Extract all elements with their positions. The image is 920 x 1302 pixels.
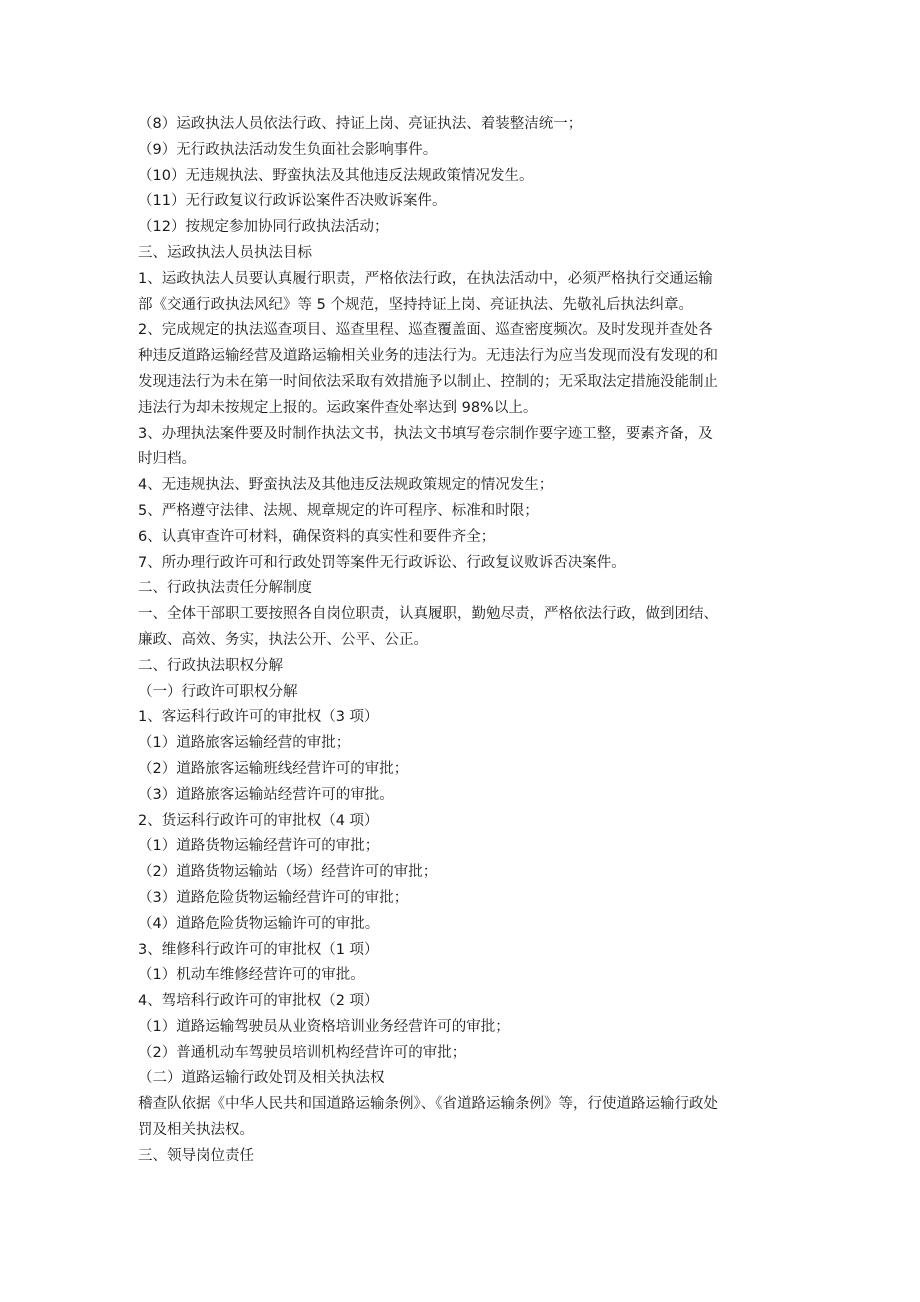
passenger-item-1: （1）道路旅客运输经营的审批； (138, 735, 351, 752)
passenger-item-3: （3）道路旅客运输站经营许可的审批。 (138, 786, 394, 803)
training-item-2: （2）普通机动车驾驶员培训机构经营许可的审批； (138, 1044, 467, 1061)
freight-item-3: （3）道路危险货物运输经营许可的审批； (138, 889, 409, 906)
passenger-item-2: （2）道路旅客运输班线经营许可的审批； (138, 760, 409, 777)
freight-item-1: （1）道路货物运输经营许可的审批； (138, 838, 380, 855)
training-dept-heading: 4、驾培科行政许可的审批权（2 项） (138, 993, 379, 1010)
goal-6: 6、认真审查许可材料，确保资料的真实性和要件齐全； (138, 528, 496, 545)
goal-1-line-2: 部《交通行政执法风纪》等 5 个规范，坚持持证上岗、亮证执法、先敬礼后执法纠章。 (138, 296, 693, 313)
goal-3-line-1: 3、办理执法案件要及时制作执法文书，执法文书填写卷宗制作要字迹工整，要素齐备，及 (138, 425, 713, 442)
repair-dept-heading: 3、维修科行政许可的审批权（1 项） (138, 941, 379, 958)
item-11: （11）无行政复议行政诉讼案件否决败诉案件。 (138, 193, 447, 210)
section-heading-leadership-duties: 三、领导岗位责任 (138, 1147, 254, 1164)
item-10: （10）无违规执法、野蛮执法及其他违反法规政策情况发生。 (138, 167, 534, 184)
item-12: （12）按规定参加协同行政执法活动； (138, 219, 389, 236)
repair-item-1: （1）机动车维修经营许可的审批。 (138, 967, 365, 984)
goal-4: 4、无违规执法、野蛮执法及其他违反法规政策规定的情况发生； (138, 477, 554, 494)
passenger-dept-heading: 1、客运科行政许可的审批权（3 项） (138, 709, 379, 726)
training-item-1: （1）道路运输驾驶员从业资格培训业务经营许可的审批； (138, 1018, 510, 1035)
freight-item-2: （2）道路货物运输站（场）经营许可的审批； (138, 864, 438, 881)
penalties-text-line-1: 稽查队依据《中华人民共和国道路运输条例》、《省道路运输条例》等，行使道路运输行政处 (138, 1096, 718, 1113)
item-9: （9）无行政执法活动发生负面社会影响事件。 (138, 141, 438, 158)
goal-1-line-1: 1、运政执法人员要认真履行职责，严格依法行政，在执法活动中，必须严格执行交通运输 (138, 270, 713, 287)
section-heading-enforcement-goals: 三、运政执法人员执法目标 (138, 244, 312, 261)
goal-7: 7、所办理行政许可和行政处罚等案件无行政诉讼、行政复议败诉否决案件。 (138, 554, 626, 571)
responsibility-1-line-1: 一、全体干部职工要按照各自岗位职责，认真履职，勤勉尽责，严格依法行政，做到团结、 (138, 606, 718, 623)
document-body (138, 112, 798, 1170)
goal-2-line-4: 违法行为却未按规定上报的。运政案件查处率达到 98%以上。 (138, 399, 538, 416)
freight-item-4: （4）道路危险货物运输许可的审批。 (138, 915, 380, 932)
goal-2-line-2: 种违反道路运输经营及道路运输相关业务的违法行为。无违法行为应当发现而没有发现的和 (138, 348, 718, 365)
subsection-heading-licensing: （一）行政许可职权分解 (138, 683, 298, 700)
goal-2-line-3: 发现违法行为未在第一时间依法采取有效措施予以制止、控制的；无采取法定措施没能制止 (138, 373, 718, 390)
item-8: （8）运政执法人员依法行政、持证上岗、亮证执法、着装整洁统一； (138, 116, 583, 132)
goal-2-line-1: 2、完成规定的执法巡查项目、巡查里程、巡查覆盖面、巡查密度频次。及时发现并查处各 (138, 322, 713, 339)
section-heading-responsibility-system: 二、行政执法责任分解制度 (138, 580, 312, 597)
responsibility-1-line-2: 廉政、高效、务实，执法公开、公平、公正。 (138, 631, 428, 648)
goal-3-line-2: 时归档。 (138, 451, 196, 468)
freight-dept-heading: 2、货运科行政许可的审批权（4 项） (138, 812, 379, 829)
section-heading-authority-breakdown: 二、行政执法职权分解 (138, 657, 283, 674)
goal-5: 5、严格遵守法律、法规、规章规定的许可程序、标准和时限； (138, 502, 539, 519)
penalties-text-line-2: 罚及相关执法权。 (138, 1122, 254, 1139)
subsection-heading-penalties: （二）道路运输行政处罚及相关执法权 (138, 1070, 385, 1087)
